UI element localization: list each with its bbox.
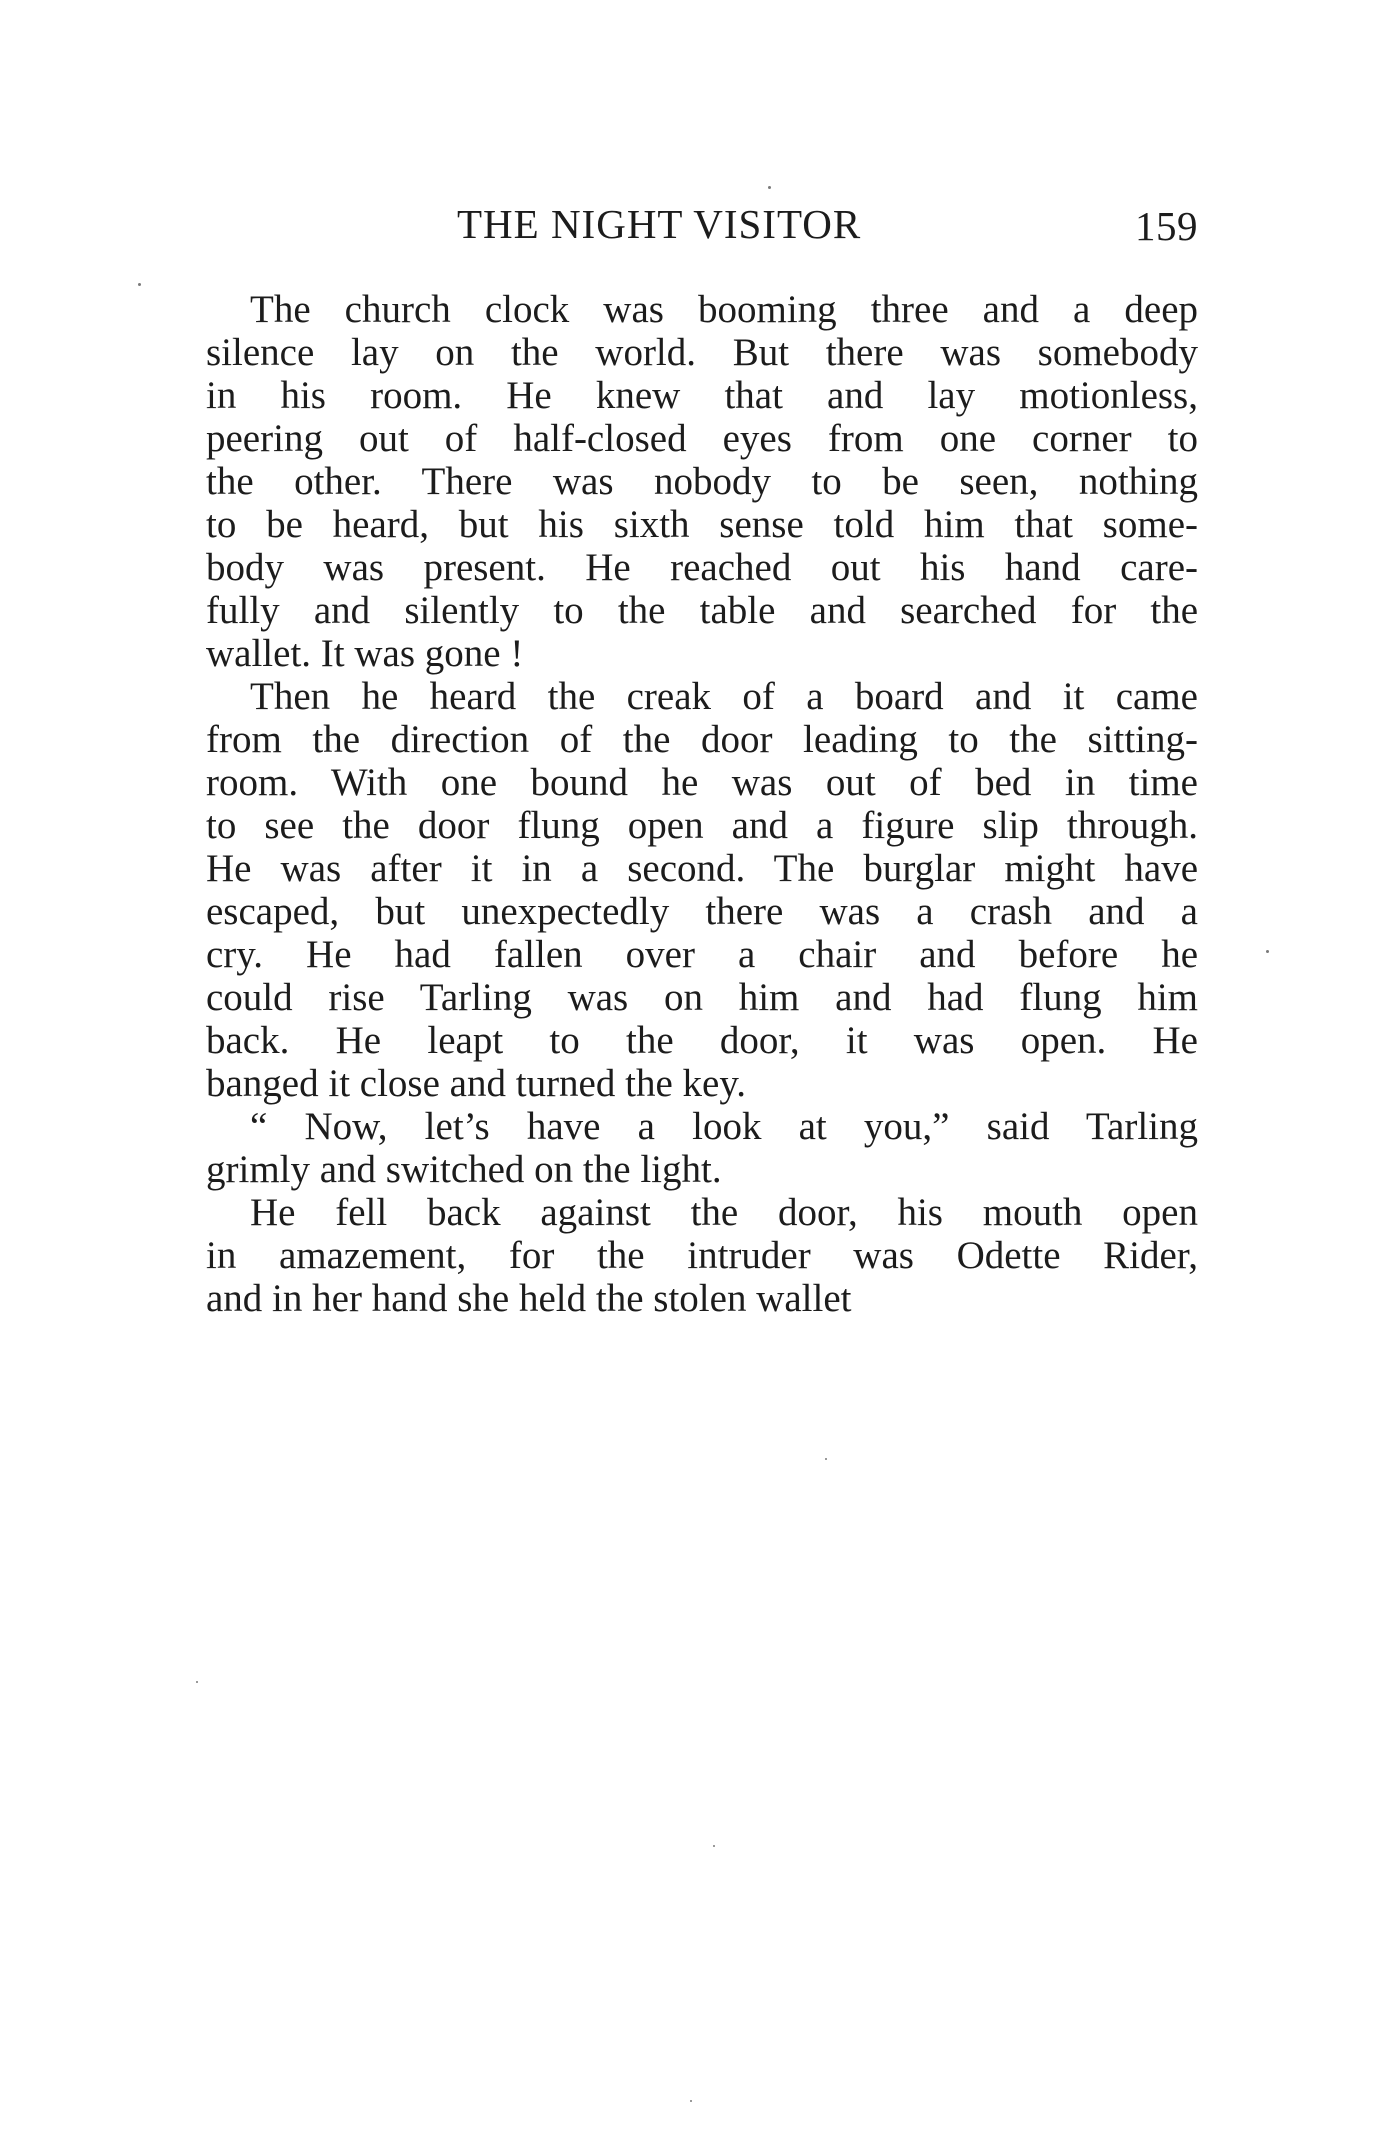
- paragraph-2: [206, 675, 1198, 1105]
- text-line: in his room. He knew that and lay motionless,: [206, 374, 1198, 417]
- paragraph-1: [206, 288, 1198, 675]
- text-line: could rise Tarling was on him and had flung him: [206, 976, 1198, 1019]
- text-line: He was after it in a second. The burglar might have: [206, 847, 1198, 890]
- scan-speck: [1266, 950, 1269, 953]
- text-line: The church clock was booming three and a deep: [250, 288, 1198, 331]
- text-line: and in her hand she held the stolen wallet: [206, 1277, 852, 1320]
- text-line: body was present. He reached out his hand care-: [206, 546, 1198, 589]
- text-line: from the direction of the door leading to the sitting-: [206, 718, 1198, 761]
- text-line: Then he heard the creak of a board and it came: [250, 675, 1198, 718]
- text-line: “ Now, let’s have a look at you,” said Tarling: [250, 1105, 1198, 1148]
- text-line: room. With one bound he was out of bed in time: [206, 761, 1198, 804]
- text-line: He fell back against the door, his mouth open: [250, 1191, 1198, 1234]
- text-line: grimly and switched on the light.: [206, 1148, 722, 1191]
- running-title: THE NIGHT VISITOR: [457, 201, 862, 247]
- scan-speck: [138, 283, 141, 286]
- text-line: banged it close and turned the key.: [206, 1062, 747, 1105]
- text-line: to see the door flung open and a figure slip through.: [206, 804, 1198, 847]
- scan-speck: [768, 186, 771, 189]
- text-line: silence lay on the world. But there was somebody: [206, 331, 1198, 374]
- running-head: [206, 196, 1198, 256]
- text-line: escaped, but unexpectedly there was a crash and a: [206, 890, 1198, 933]
- paragraph-3: [206, 1105, 1198, 1191]
- scan-speck: [825, 1458, 827, 1460]
- text-line: in amazement, for the intruder was Odette Rider,: [206, 1234, 1198, 1277]
- paragraph-4: [206, 1191, 1198, 1320]
- text-line: cry. He had fallen over a chair and before he: [206, 933, 1198, 976]
- scan-speck: [713, 1845, 715, 1847]
- text-line: fully and silently to the table and searched for the: [206, 589, 1198, 632]
- text-line: the other. There was nobody to be seen, nothing: [206, 460, 1198, 503]
- text-line: back. He leapt to the door, it was open. He: [206, 1019, 1198, 1062]
- text-line: wallet. It was gone !: [206, 632, 524, 675]
- text-line: to be heard, but his sixth sense told him that some-: [206, 503, 1198, 546]
- page-number: 159: [1135, 203, 1198, 249]
- scan-speck: [196, 1681, 198, 1683]
- text-line: peering out of half-closed eyes from one corner to: [206, 417, 1198, 460]
- scan-speck: [690, 2100, 692, 2102]
- body-text: [206, 288, 1198, 1320]
